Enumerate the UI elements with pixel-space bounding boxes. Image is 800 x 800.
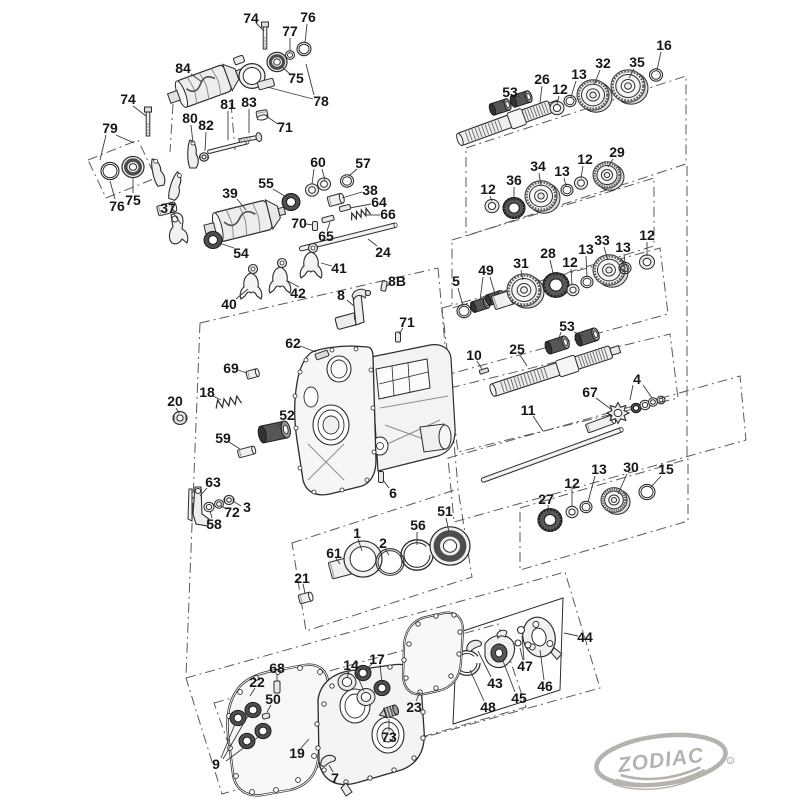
callout-76: 76 xyxy=(109,198,125,214)
vent-6 xyxy=(379,472,384,483)
callout-64: 64 xyxy=(371,194,387,210)
callout-59: 59 xyxy=(215,430,231,446)
callout-15: 15 xyxy=(658,461,674,477)
plug-69 xyxy=(246,368,260,379)
callout-20: 20 xyxy=(167,393,183,409)
washer-12b xyxy=(485,199,499,212)
callout-1: 1 xyxy=(353,525,361,541)
dowel-50 xyxy=(262,713,270,720)
callout-41: 41 xyxy=(331,260,347,276)
leader-line xyxy=(470,670,484,701)
callout-66: 66 xyxy=(380,206,396,222)
ring-16 xyxy=(650,69,663,81)
leader-line xyxy=(503,661,515,692)
callout-46: 46 xyxy=(537,678,553,694)
callout-53: 53 xyxy=(502,84,518,100)
leader-line xyxy=(300,346,316,352)
leader-line xyxy=(588,476,595,502)
left-bolt-74 xyxy=(145,107,152,136)
callout-27: 27 xyxy=(538,491,554,507)
callout-57: 57 xyxy=(355,155,371,171)
washer-12e xyxy=(640,255,655,269)
callout-55: 55 xyxy=(258,175,274,191)
spring-18 xyxy=(214,395,241,408)
callout-9: 9 xyxy=(212,756,220,772)
race-14b xyxy=(357,688,375,705)
leader-line xyxy=(490,277,495,294)
leader-line xyxy=(458,288,463,306)
callout-34: 34 xyxy=(530,158,546,174)
callout-71: 71 xyxy=(399,314,415,330)
callout-52: 52 xyxy=(279,407,295,423)
roller-52 xyxy=(257,420,292,443)
registered-mark: R xyxy=(728,758,733,764)
gasket-23 xyxy=(402,613,463,695)
bearing-9b xyxy=(245,702,261,717)
shift-lever-80 xyxy=(188,140,199,168)
clip-43 xyxy=(467,640,482,651)
callout-17: 17 xyxy=(369,651,385,667)
shift-arm-a xyxy=(150,157,166,187)
callout-80: 80 xyxy=(182,110,198,126)
callout-56: 56 xyxy=(410,517,426,533)
callout-62: 62 xyxy=(285,335,301,351)
callout-76: 76 xyxy=(300,9,316,25)
ring-15 xyxy=(639,484,655,499)
callout-47: 47 xyxy=(517,658,533,674)
callout-23: 23 xyxy=(406,699,422,715)
screw-8b xyxy=(381,281,388,292)
callout-6: 6 xyxy=(389,485,397,501)
diagram-artwork xyxy=(101,22,665,796)
callout-61: 61 xyxy=(326,545,342,561)
callout-43: 43 xyxy=(487,675,503,691)
ball-47c xyxy=(525,642,531,648)
callout-33: 33 xyxy=(594,232,610,248)
bearing-75-left xyxy=(122,156,144,177)
pawl-37 xyxy=(169,213,187,244)
callout-26: 26 xyxy=(534,71,550,87)
callout-12: 12 xyxy=(577,151,593,167)
callout-71: 71 xyxy=(277,119,293,135)
roller-53d xyxy=(574,327,601,347)
pin-59 xyxy=(237,446,256,458)
callout-31: 31 xyxy=(513,255,529,271)
callout-42: 42 xyxy=(290,285,306,301)
ring-13b xyxy=(561,184,573,195)
callout-19: 19 xyxy=(289,745,305,761)
callout-81: 81 xyxy=(220,96,236,112)
washer-60a xyxy=(306,184,319,196)
leader-line xyxy=(350,204,371,208)
leader-line xyxy=(383,480,389,488)
leader-line xyxy=(586,256,587,277)
leader-line xyxy=(571,81,576,97)
top-bolt-74 xyxy=(262,22,269,49)
callout-22: 22 xyxy=(249,674,265,690)
roller-38 xyxy=(327,193,345,207)
washer-4c xyxy=(649,398,658,407)
callout-21: 21 xyxy=(294,570,310,586)
callout-13: 13 xyxy=(578,241,594,257)
callout-10: 10 xyxy=(466,347,482,363)
callout-8B: 8B xyxy=(388,273,406,289)
callout-30: 30 xyxy=(623,459,639,475)
washer-12d xyxy=(567,284,579,295)
callout-13: 13 xyxy=(554,163,570,179)
callout-12: 12 xyxy=(562,254,578,270)
callout-28: 28 xyxy=(540,245,556,261)
callout-50: 50 xyxy=(265,691,281,707)
callout-54: 54 xyxy=(233,245,249,261)
callout-32: 32 xyxy=(595,55,611,71)
ring-76-top xyxy=(297,42,311,55)
nut-82 xyxy=(200,153,209,161)
callout-65: 65 xyxy=(318,228,334,244)
callout-36: 36 xyxy=(506,172,522,188)
bearing-9c xyxy=(255,723,271,738)
transmission-case xyxy=(293,345,455,495)
gear-35 xyxy=(611,70,648,104)
ball-47b xyxy=(515,640,521,646)
callout-58: 58 xyxy=(206,516,222,532)
callout-5: 5 xyxy=(452,273,460,289)
pin-70 xyxy=(313,222,318,231)
callout-3: 3 xyxy=(243,499,251,515)
callout-74: 74 xyxy=(120,91,136,107)
leader-line xyxy=(273,189,288,198)
spring-66 xyxy=(349,208,370,221)
gear-34 xyxy=(525,181,560,213)
leader-line xyxy=(533,416,543,431)
leader-line xyxy=(564,633,578,636)
callout-13: 13 xyxy=(571,66,587,82)
callout-45: 45 xyxy=(511,690,527,706)
callout-39: 39 xyxy=(222,185,238,201)
stargear-67 xyxy=(607,403,629,424)
leader-line xyxy=(205,132,206,151)
ball-47a xyxy=(518,627,525,634)
pump-45 xyxy=(485,630,515,667)
leader-line xyxy=(219,243,234,248)
leader-line xyxy=(540,86,542,103)
pin-65 xyxy=(322,215,335,223)
leader-line xyxy=(266,116,278,124)
ring-13c xyxy=(581,276,593,287)
callout-12: 12 xyxy=(480,181,496,197)
nut-20 xyxy=(173,412,187,425)
callout-51: 51 xyxy=(437,503,453,519)
zodiac-logo xyxy=(594,727,737,795)
callout-63: 63 xyxy=(205,474,221,490)
spring-71-top xyxy=(256,110,268,121)
callout-29: 29 xyxy=(609,144,625,160)
callout-82: 82 xyxy=(198,117,214,133)
callout-84: 84 xyxy=(175,60,191,76)
bearing-51 xyxy=(430,527,470,565)
callout-38: 38 xyxy=(362,182,378,198)
gear-30 xyxy=(601,488,630,515)
callout-37: 37 xyxy=(160,200,176,216)
shifter-plate-lug xyxy=(233,55,245,65)
callout-11: 11 xyxy=(520,402,536,418)
callout-74: 74 xyxy=(243,10,259,26)
oring-77 xyxy=(286,51,295,60)
leader-line xyxy=(581,166,583,178)
pin-64 xyxy=(339,204,351,212)
callout-13: 13 xyxy=(615,239,631,255)
rollergear-28 xyxy=(543,273,569,298)
callout-7: 7 xyxy=(331,770,339,786)
callout-40: 40 xyxy=(221,296,237,312)
ring-13a xyxy=(564,95,576,106)
leader-line xyxy=(347,300,354,306)
callout-75: 75 xyxy=(288,70,304,86)
callout-68: 68 xyxy=(269,660,285,676)
leader-line xyxy=(116,135,134,143)
callout-49: 49 xyxy=(478,262,494,278)
leader-line xyxy=(305,24,307,43)
leader-line xyxy=(267,87,313,99)
oring-57 xyxy=(341,175,354,187)
callout-24: 24 xyxy=(375,244,391,260)
callout-72: 72 xyxy=(224,504,240,520)
callout-79: 79 xyxy=(102,120,118,136)
leader-line xyxy=(651,476,661,487)
callout-12: 12 xyxy=(639,227,655,243)
leader-line xyxy=(306,64,314,95)
washer-12c xyxy=(575,177,588,189)
leader-line xyxy=(643,385,652,398)
bearing-54 xyxy=(204,231,222,248)
callout-16: 16 xyxy=(656,37,672,53)
callout-13: 13 xyxy=(591,461,607,477)
callout-8: 8 xyxy=(337,287,345,303)
fork-42 xyxy=(269,259,291,294)
callout-53: 53 xyxy=(559,318,575,334)
washer-12f xyxy=(566,506,578,517)
callout-12: 12 xyxy=(552,81,568,97)
callout-77: 77 xyxy=(282,23,298,39)
callout-44: 44 xyxy=(577,629,593,645)
callout-12: 12 xyxy=(564,475,580,491)
callout-4: 4 xyxy=(633,371,641,387)
shift-arm-b xyxy=(167,171,186,201)
rollergear-27 xyxy=(538,509,562,532)
leader-line xyxy=(100,135,106,160)
leader-line xyxy=(342,192,362,198)
callout-70: 70 xyxy=(291,215,307,231)
callout-60: 60 xyxy=(310,154,326,170)
ring-76-left xyxy=(101,162,119,179)
callout-73: 73 xyxy=(381,729,397,745)
washer-58 xyxy=(204,502,214,512)
zodiac-logo-text: ZODIAC xyxy=(616,743,706,778)
leader-line xyxy=(306,224,313,225)
construction-line xyxy=(170,104,173,152)
leader-line xyxy=(657,52,661,70)
callout-18: 18 xyxy=(199,384,215,400)
callout-67: 67 xyxy=(582,384,598,400)
leader-line xyxy=(238,370,247,373)
callout-2: 2 xyxy=(379,535,387,551)
callout-83: 83 xyxy=(241,94,257,110)
ring-5 xyxy=(457,304,471,317)
callout-69: 69 xyxy=(223,360,239,376)
group-box xyxy=(450,334,678,452)
key-10 xyxy=(479,368,489,375)
ring-13e xyxy=(580,501,592,512)
callout-48: 48 xyxy=(480,699,496,715)
leader-line xyxy=(630,385,633,400)
bushing-21 xyxy=(298,592,314,604)
callout-75: 75 xyxy=(125,192,141,208)
callout-14: 14 xyxy=(343,657,359,673)
leader-line xyxy=(312,169,314,184)
callout-25: 25 xyxy=(509,341,525,357)
washer-60b xyxy=(318,178,331,190)
race-14a xyxy=(338,673,356,690)
callout-78: 78 xyxy=(313,93,329,109)
leader-line xyxy=(596,398,612,410)
callout-35: 35 xyxy=(629,54,645,70)
roller-53c xyxy=(544,335,571,355)
washer-4a xyxy=(631,403,641,413)
fork-40 xyxy=(240,265,262,300)
